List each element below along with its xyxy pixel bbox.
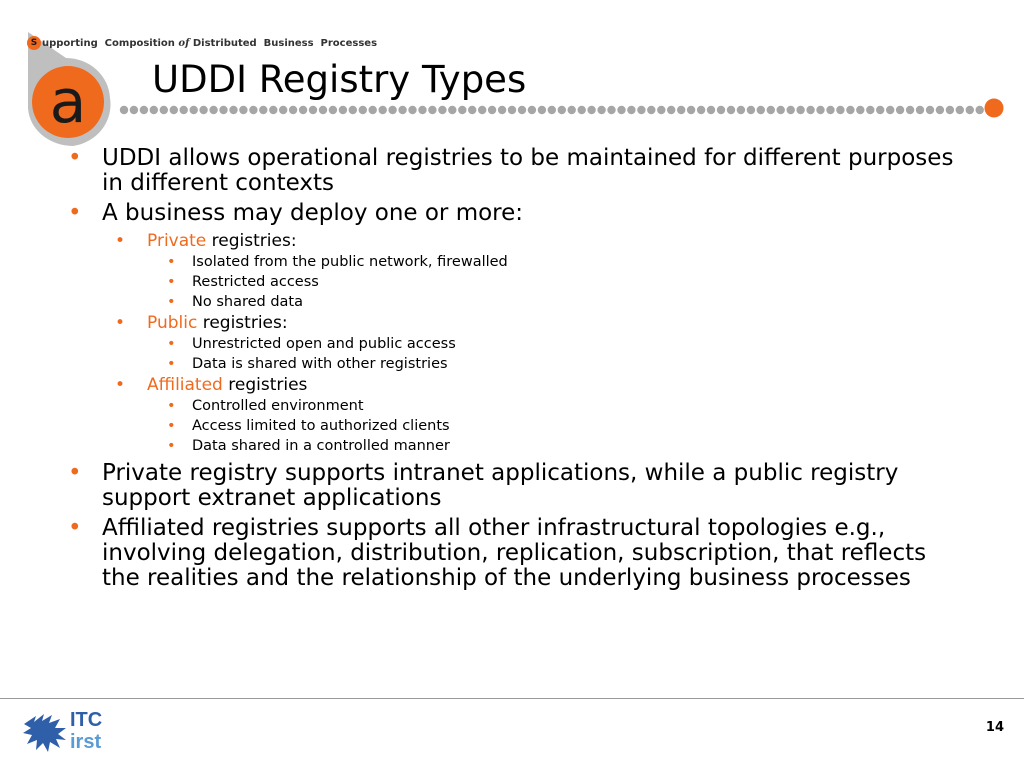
bullet-marker: • — [167, 294, 176, 310]
rule-dot — [697, 106, 705, 114]
sub-bullet-public — [115, 313, 1024, 333]
rule-dot — [896, 106, 904, 114]
sub-bullet-text: registries — [222, 375, 308, 395]
rule-dot — [478, 106, 486, 114]
rule-dot — [408, 106, 416, 114]
rule-dot — [687, 106, 695, 114]
rule-dot — [140, 106, 148, 114]
sub-bullet-text: registries: — [206, 231, 297, 251]
bullet-text: UDDI allows operational registries to be maintained for different purposes in different contexts — [102, 145, 954, 196]
rule-dot — [787, 106, 795, 114]
rule-dot — [319, 106, 327, 114]
rule-dot — [190, 106, 198, 114]
rule-dot — [558, 106, 566, 114]
rule-dot — [229, 106, 237, 114]
logo-itc-text: ITC — [70, 709, 103, 731]
rule-dot — [677, 106, 685, 114]
bullet-item — [68, 200, 954, 226]
sub-sub-bullet-text: Access limited to authorized clients — [192, 418, 450, 434]
rule-dot — [846, 106, 854, 114]
rule-dot — [886, 106, 894, 114]
rule-dot — [249, 106, 257, 114]
sub-sub-bullet-text: Data is shared with other registries — [192, 356, 448, 372]
sub-sub-bullet-text: Isolated from the public network, firewalled — [192, 254, 508, 270]
bullet-marker: • — [68, 145, 82, 171]
rule-dot — [528, 106, 536, 114]
rule-dot — [279, 106, 287, 114]
rule-dot — [349, 106, 357, 114]
sub-bullet-text: registries: — [197, 313, 288, 333]
sub-sub-bullet — [167, 417, 1024, 435]
sub-sub-bullet-text: Restricted access — [192, 274, 319, 290]
bullet-marker: • — [167, 398, 176, 414]
dotted-rule — [118, 98, 1008, 122]
rule-dot — [239, 106, 247, 114]
rule-dot — [150, 106, 158, 114]
bullet-text: A business may deploy one or more: — [102, 200, 524, 226]
sub-sub-bullet — [167, 273, 1024, 291]
bullet-marker: • — [167, 438, 176, 454]
bullet-item — [68, 460, 954, 511]
bullet-marker: • — [68, 200, 82, 226]
rule-dot — [906, 106, 914, 114]
rule-dot — [508, 106, 516, 114]
public-keyword: Public — [147, 313, 198, 333]
rule-dot — [757, 106, 765, 114]
sub-sub-bullet — [167, 397, 1024, 415]
rule-dot — [966, 106, 974, 114]
rule-dot — [936, 106, 944, 114]
rule-dot — [458, 106, 466, 114]
bullet-marker: • — [167, 336, 176, 352]
affiliated-keyword: Affiliated — [147, 375, 223, 395]
rule-dot — [130, 106, 138, 114]
sub-sub-bullet — [167, 355, 1024, 373]
rule-dot — [219, 106, 227, 114]
rule-dot — [717, 106, 725, 114]
rule-dot — [568, 106, 576, 114]
rule-dot — [617, 106, 625, 114]
rule-dot — [180, 106, 188, 114]
rule-dot — [647, 106, 655, 114]
bullet-marker: • — [167, 274, 176, 290]
rule-dot — [259, 106, 267, 114]
logo-letter: a — [49, 67, 87, 137]
rule-dot — [946, 106, 954, 114]
sub-bullet-private — [115, 231, 1024, 251]
rule-end-dot — [985, 99, 1004, 118]
rule-dot — [299, 106, 307, 114]
rule-dot — [976, 106, 984, 114]
rule-dot — [309, 106, 317, 114]
bullet-marker: • — [115, 375, 126, 395]
rule-dot — [578, 106, 586, 114]
rule-dot — [737, 106, 745, 114]
page-number: 14 — [985, 720, 1004, 735]
rule-dot — [438, 106, 446, 114]
rule-dot — [916, 106, 924, 114]
rule-dot — [876, 106, 884, 114]
rule-dot — [329, 106, 337, 114]
rule-dot — [289, 106, 297, 114]
rule-dot — [826, 106, 834, 114]
bullet-item — [68, 145, 954, 196]
eagle-icon — [23, 714, 66, 752]
rule-dot — [956, 106, 964, 114]
rule-dot — [379, 106, 387, 114]
rule-dot — [747, 106, 755, 114]
rule-dot — [369, 106, 377, 114]
rule-dot — [518, 106, 526, 114]
rule-dot — [816, 106, 824, 114]
itc-irst-logo — [22, 706, 122, 754]
sub-sub-bullet — [167, 437, 1024, 455]
sub-sub-bullet-text: Data shared in a controlled manner — [192, 438, 450, 454]
bullet-marker: • — [68, 515, 82, 541]
tagline-of: of — [178, 37, 190, 49]
sub-sub-bullet — [167, 293, 1024, 311]
bullet-marker: • — [115, 231, 126, 251]
sub-sub-bullet — [167, 253, 1024, 271]
slide-content — [0, 146, 1024, 596]
rule-dot — [538, 106, 546, 114]
rule-dot — [707, 106, 715, 114]
rule-dot — [548, 106, 556, 114]
rule-dot — [607, 106, 615, 114]
rule-dot — [339, 106, 347, 114]
rule-dot — [866, 106, 874, 114]
rule-dot — [926, 106, 934, 114]
bullet-marker: • — [167, 254, 176, 270]
rule-dot — [448, 106, 456, 114]
sub-sub-bullet — [167, 335, 1024, 353]
rule-dot — [856, 106, 864, 114]
private-keyword: Private — [147, 231, 207, 251]
rule-dot — [727, 106, 735, 114]
rule-dot — [627, 106, 635, 114]
sub-sub-bullet-text: No shared data — [192, 294, 303, 310]
bullet-text: Affiliated registries supports all other infrastructural topologies e.g., involving delegation, distribution, replication, subscription, that reflects the realities and the relationship of the underlying business processes — [102, 515, 927, 591]
rule-dot — [498, 106, 506, 114]
rule-dot — [587, 106, 595, 114]
slide-title: UDDI Registry Types — [152, 58, 527, 101]
bullet-item — [68, 515, 954, 591]
footer-divider — [0, 698, 1024, 699]
tagline-end: Distributed Business Processes — [189, 37, 378, 49]
rule-dot — [209, 106, 217, 114]
rule-dot — [667, 106, 675, 114]
rule-dot — [488, 106, 496, 114]
rule-dot — [418, 106, 426, 114]
sub-bullet-affiliated — [115, 375, 1024, 395]
rule-dot — [806, 106, 814, 114]
rule-dot — [428, 106, 436, 114]
logo-irst-text: irst — [70, 731, 102, 753]
rule-dot — [160, 106, 168, 114]
bullet-marker: • — [167, 356, 176, 372]
bullet-marker: • — [68, 460, 82, 486]
bullet-marker: • — [167, 418, 176, 434]
rule-dot — [836, 106, 844, 114]
rule-dot — [170, 106, 178, 114]
bullet-marker: • — [115, 313, 126, 333]
tagline-initial: S — [27, 36, 41, 50]
rule-dot — [796, 106, 804, 114]
rule-dot — [657, 106, 665, 114]
header-tagline — [27, 34, 377, 52]
rule-dot — [199, 106, 207, 114]
bullet-text: Private registry supports intranet applications, while a public registry support extranet applications — [102, 460, 899, 511]
rule-dot — [777, 106, 785, 114]
rule-dot — [359, 106, 367, 114]
sub-sub-bullet-text: Unrestricted open and public access — [192, 336, 456, 352]
rule-dot — [468, 106, 476, 114]
rule-dot — [388, 106, 396, 114]
rule-dot — [637, 106, 645, 114]
rule-dot — [269, 106, 277, 114]
rule-dot — [767, 106, 775, 114]
rule-dot — [120, 106, 128, 114]
rule-dot — [597, 106, 605, 114]
tagline-text: upporting Composition — [42, 37, 179, 49]
rule-dot — [398, 106, 406, 114]
sub-sub-bullet-text: Controlled environment — [192, 398, 364, 414]
